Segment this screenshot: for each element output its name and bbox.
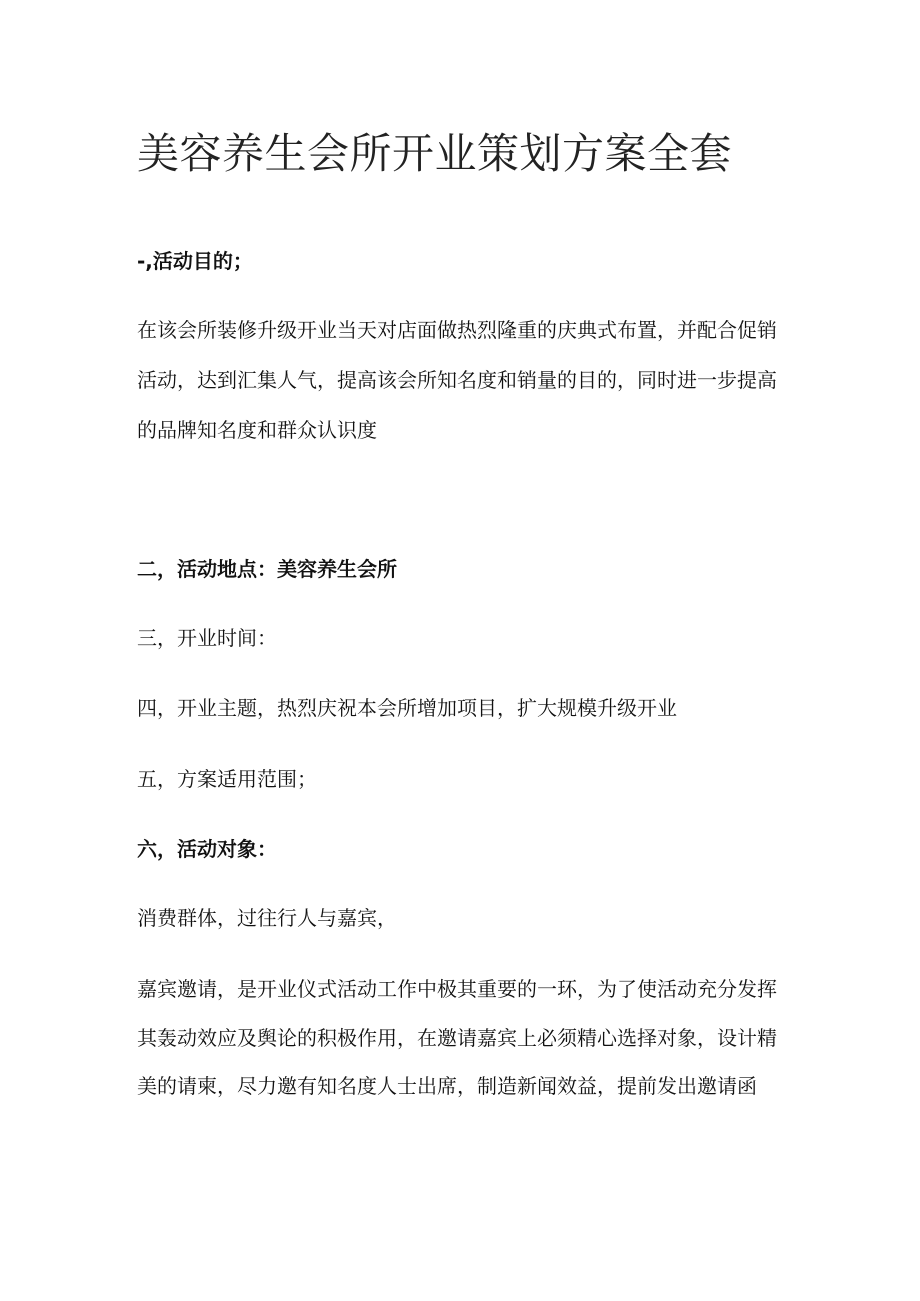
purpose-text-line-1: 在该会所装修升级开业当天对店面做热烈隆重的庆典式布置，并配合促销 — [137, 318, 777, 342]
scope-line: 五，方案适用范围； — [137, 767, 317, 791]
purpose-text-line-2: 活动，达到汇集人气，提高该会所知名度和销量的目的，同时进一步提高 — [137, 368, 777, 392]
location-heading: 二，活动地点：美容养生会所 — [137, 557, 397, 581]
opening-time-line: 三，开业时间： — [137, 626, 277, 650]
audience-heading: 六，活动对象： — [137, 837, 277, 861]
invite-text-line-3: 美的请柬，尽力邀有知名度人士出席，制造新闻效益，提前发出邀请函 — [137, 1074, 757, 1098]
opening-theme-line: 四，开业主题，热烈庆祝本会所增加项目，扩大规模升级开业 — [137, 696, 677, 720]
purpose-text-line-3: 的品牌知名度和群众认识度 — [137, 418, 377, 442]
audience-text: 消费群体，过往行人与嘉宾， — [137, 906, 397, 930]
document-title: 美容养生会所开业策划方案全套 — [137, 129, 733, 178]
invite-text-line-2: 其轰动效应及舆论的积极作用，在邀请嘉宾上必须精心选择对象，设计精 — [137, 1026, 777, 1050]
invite-text-line-1: 嘉宾邀请，是开业仪式活动工作中极其重要的一环，为了使活动充分发挥 — [137, 977, 777, 1001]
purpose-heading: -,活动目的； — [137, 249, 253, 273]
